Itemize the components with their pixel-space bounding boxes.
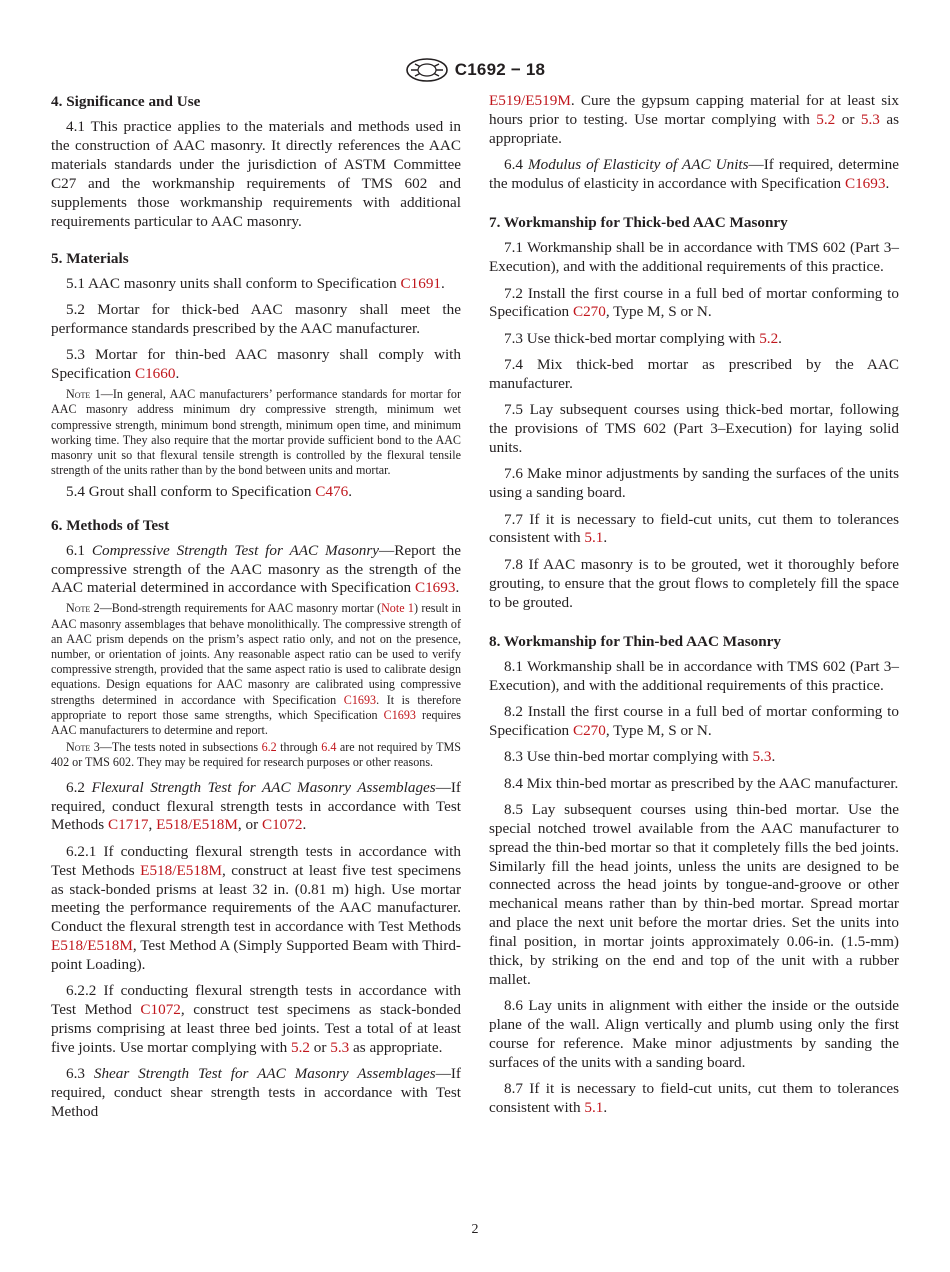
para-6-2-1-text: 6.2.1 If conducting flexural strength tests in accordance with Test Methods — [51, 842, 461, 879]
ref-c1072-link[interactable]: C1072 — [261, 816, 303, 834]
note-3-text: 3—The tests noted in subsections — [90, 740, 262, 755]
ref-5-3-link[interactable]: 5.3 — [752, 748, 772, 766]
period: . — [778, 329, 782, 347]
page-header — [0, 56, 950, 84]
para-7-2 — [489, 285, 899, 323]
para-8-7 — [489, 1080, 899, 1118]
right-column — [489, 92, 899, 1126]
section-4-heading: 4. Significance and Use — [51, 93, 201, 110]
para-5-4 — [51, 483, 461, 502]
para-6-2-2-text: or — [310, 1039, 331, 1057]
ref-c1072-link[interactable]: C1072 — [140, 1001, 181, 1019]
ref-c1693-link[interactable]: C1693 — [414, 579, 456, 597]
para-6-4-title: Modulus of Elasticity of AAC Units — [528, 156, 749, 174]
ref-5-3-link[interactable]: 5.3 — [860, 110, 880, 128]
para-6-2-2-text: , construct test specimens as stack-bonded prisms comprising at least three bed joints. Test a total of at least five joints. Use mortar complying with — [51, 1001, 461, 1057]
para-7-7-text: 7.7 If it is necessary to field-cut units, cut them to tolerances consistent with — [489, 510, 899, 547]
para-7-1: 7.1 Workmanship shall be in accordance with TMS 602 (Part 3–Execution), and with the additional requirements of this practice. — [489, 239, 899, 276]
para-8-2 — [489, 703, 899, 741]
ref-c1693-link[interactable]: C1693 — [844, 175, 886, 193]
note-1-text: 1—In general, AAC manufacturers’ performance standards for mortar for AAC masonry address minimum dry compressive strength, minimum wet compressive strength, minimum bond strength, minimum open time, and minimum working time. They also require that the mortar provide sufficient bond to the AAC masonry unit so that flexural tensile strength is controlled by the flexural tensile strength of the units rather than by the bond between units and mortar. — [51, 387, 461, 478]
period: . — [455, 579, 460, 597]
note-label: Note — [66, 601, 91, 616]
para-6-3-text: or — [835, 110, 861, 128]
para-8-2-text: , Type M, S or N. — [605, 721, 712, 739]
para-6-1-text: —Report the compressive strength of the AAC masonry as the strength of the AAC material determined in accordance with Specification — [51, 541, 461, 597]
para-6-3-number: 6.3 — [66, 1065, 94, 1083]
para-7-8: 7.8 If AAC masonry is to be grouted, wet it thoroughly before grouting, to ensure that the grout flows to completely fill the space to be grouted. — [489, 555, 899, 611]
para-6-2-1-text: , Test Method A (Simply Supported Beam with Third-point Loading). — [51, 937, 461, 974]
para-6-3-text: as appropriate. — [489, 110, 899, 147]
para-6-2-text: , or — [237, 816, 262, 834]
para-8-3-text: 8.3 Use thin-bed mortar complying with — [504, 748, 753, 766]
note-3-text: are not required by TMS 402 or TMS 602. They may be required for research purposes or other reasons. — [51, 740, 461, 770]
para-8-1: 8.1 Workmanship shall be in accordance with TMS 602 (Part 3–Execution), and with the additional requirements of this practice. — [489, 657, 899, 694]
ref-e518-link[interactable]: E518/E518M — [51, 937, 133, 955]
note-2 — [51, 601, 461, 738]
para-5-3-text: 5.3 Mortar for thin-bed AAC masonry shall comply with Specification — [51, 346, 461, 383]
period: . — [771, 748, 776, 766]
ref-6-2-link[interactable]: 6.2 — [261, 740, 277, 755]
para-5-1-text: 5.1 AAC masonry units shall conform to Specification — [66, 274, 401, 292]
para-7-3-text: 7.3 Use thick-bed mortar complying with — [504, 329, 760, 347]
note-3 — [51, 740, 461, 770]
ref-c1691-link[interactable]: C1691 — [400, 274, 442, 292]
para-7-3 — [489, 330, 899, 349]
para-6-4-text: —If required, determine the modulus of elasticity in accordance with Specification — [489, 156, 899, 193]
para-5-3 — [51, 346, 461, 384]
ref-c1693-link[interactable]: C1693 — [343, 692, 377, 707]
para-6-2-1 — [51, 843, 461, 975]
period: . — [603, 529, 608, 547]
ref-5-2-link[interactable]: 5.2 — [816, 110, 836, 128]
ref-e518-link[interactable]: E518/E518M — [140, 861, 223, 879]
ref-e519-link[interactable]: E519/E519M — [489, 92, 571, 109]
ref-5-2-link[interactable]: 5.2 — [759, 329, 779, 347]
note-3-text: through — [276, 740, 322, 755]
para-7-7 — [489, 511, 899, 549]
para-6-2-2 — [51, 982, 461, 1058]
para-8-7-text: 8.7 If it is necessary to field-cut units, cut them to tolerances consistent with — [489, 1080, 899, 1117]
para-7-2-text: 7.2 Install the first course in a full bed of mortar conforming to Specification — [489, 284, 899, 321]
para-7-4: 7.4 Mix thick-bed mortar as prescribed by the AAC manufacturer. — [489, 356, 899, 392]
para-4-1: 4.1 This practice applies to the materials and methods used in the construction of AAC masonry. It directly references the AAC materials standards under the jurisdiction of ASTM Committee C27 and the workmanship requirements of TMS 602 and supplements those workmanship requirements with additional requirements particular to AAC masonry. — [51, 118, 461, 230]
para-6-2-1-text: , construct at least five test specimens as stack-bonded prisms at least 32 in. (0.81 m) high. Use mortar meeting the performance requirements of the AAC manufacturer. Conduct the flexural strength test in accordance with Test Methods — [51, 861, 461, 936]
section-8-heading: 8. Workmanship for Thin-bed AAC Masonry — [489, 632, 782, 650]
para-6-2 — [51, 779, 461, 836]
note-label: Note — [66, 387, 91, 402]
para-8-6: 8.6 Lay units in alignment with either the inside or the outside plane of the wall. Align vertically and plumb using only the first course for reference. Make minor adjustments by sanding the surfaces of the units with a sanding board. — [489, 997, 899, 1072]
comma: , — [148, 816, 157, 834]
para-7-2-text: , Type M, S or N. — [605, 303, 712, 321]
page-number: 2 — [471, 1222, 479, 1237]
left-column — [51, 92, 461, 1130]
para-6-3-continued — [489, 92, 899, 149]
para-8-3 — [489, 748, 899, 767]
para-6-4 — [489, 156, 899, 194]
para-6-1-number: 6.1 — [66, 541, 92, 559]
para-6-3-start — [51, 1065, 461, 1122]
ref-c1717-link[interactable]: C1717 — [107, 816, 149, 834]
para-7-5: 7.5 Lay subsequent courses using thick-bed mortar, following the provisions of TMS 602 (Part 3–Execution) for laying solid units. — [489, 401, 899, 457]
ref-5-1-link[interactable]: 5.1 — [584, 1099, 604, 1117]
ref-5-2-link[interactable]: 5.2 — [291, 1039, 310, 1057]
ref-e518-link[interactable]: E518/E518M — [156, 816, 238, 834]
ref-5-1-link[interactable]: 5.1 — [584, 529, 604, 547]
para-8-4: 8.4 Mix thin-bed mortar as prescribed by the AAC manufacturer. — [504, 774, 899, 792]
ref-c476-link[interactable]: C476 — [315, 483, 349, 501]
para-6-1-title: Compressive Strength Test for AAC Masonry — [91, 541, 380, 559]
para-5-1 — [51, 275, 461, 294]
note-2-text: ) result in AAC masonry assemblages that behave monolithically. The compressive strength of an AAC prism depends on the prism’s aspect ratio only, and not on the presence, number, or orientation of joints. Any reasonable aspect ratio can be used to verify compressive strength, provided that the same aspect ratio is used to calibrate design equations. Design equations for AAC masonry are calibrated using compressive strengths determined in accordance with Specification — [51, 601, 461, 707]
para-6-2-2-text: 6.2.2 If conducting flexural strength tests in accordance with Test Method — [51, 982, 461, 1019]
period: . — [175, 365, 180, 383]
para-6-3-text: —If required, conduct shear strength tests in accordance with Test Method — [51, 1065, 461, 1121]
section-5-heading: 5. Materials — [51, 249, 129, 267]
para-6-2-2-text: as appropriate. — [349, 1039, 443, 1057]
ref-5-3-link[interactable]: 5.3 — [330, 1039, 350, 1057]
astm-logo-icon — [405, 58, 449, 82]
para-6-2-number: 6.2 — [66, 778, 92, 796]
para-8-2-text: 8.2 Install the first course in a full bed of mortar conforming to Specification — [489, 703, 899, 739]
period: . — [302, 816, 307, 834]
period: . — [603, 1099, 608, 1117]
ref-c1660-link[interactable]: C1660 — [134, 365, 176, 383]
para-6-2-text: —If required, conduct flexural strength tests in accordance with Test Methods — [51, 778, 461, 834]
note-label: Note — [66, 740, 91, 755]
para-8-5: 8.5 Lay subsequent courses using thin-bed mortar. Use the special notched trowel available from the AAC manufacturer to spread the thin-bed mortar so that it completely fills the bed joints. Similarly fill the head joints, unless the units are designed to be connected across the head joints by tongue-and-groove or other mechanical means rather than by thin-bed mortar. Spread mortar and place the next unit before the mortar dries. Set the units into final position, in mortar joints approximately 0.06-in. (1.5-mm) thick, by striking on the end and top of the unit with a rubber mallet. — [489, 800, 899, 988]
section-6-heading: 6. Methods of Test — [51, 516, 170, 534]
ref-c270-link[interactable]: C270 — [572, 303, 606, 321]
para-6-1 — [51, 542, 461, 599]
para-5-2: 5.2 Mortar for thick-bed AAC masonry shall meet the performance standards prescribed by the AAC manufacturer. — [51, 301, 461, 338]
note-2-text: requires AAC manufacturers to determine and report. — [51, 707, 461, 737]
para-6-2-title: Flexural Strength Test for AAC Masonry Assemblages — [91, 778, 436, 796]
period: . — [441, 274, 445, 292]
para-6-3-title: Shear Strength Test for AAC Masonry Assemblages — [93, 1065, 436, 1083]
para-7-6: 7.6 Make minor adjustments by sanding the surfaces of the units using a sanding board. — [489, 465, 899, 502]
period: . — [885, 175, 890, 193]
ref-c1693-link[interactable]: C1693 — [383, 707, 416, 722]
para-6-3-text: . Cure the gypsum capping material for at least six hours prior to testing. Use mortar complying with — [489, 92, 899, 128]
ref-c270-link[interactable]: C270 — [572, 721, 606, 739]
section-7-heading: 7. Workmanship for Thick-bed AAC Masonry — [489, 214, 788, 232]
standard-designation: C1692 − 18 — [454, 60, 546, 79]
para-6-4-number: 6.4 — [504, 156, 528, 174]
note-1 — [51, 387, 461, 478]
note-2-text: . It is therefore appropriate to report those same strengths, which Specification — [51, 692, 461, 722]
ref-6-4-link[interactable]: 6.4 — [321, 740, 337, 755]
note-2-text: 2—Bond-strength requirements for AAC masonry mortar ( — [90, 601, 382, 616]
para-5-4-text: 5.4 Grout shall conform to Specification — [66, 483, 316, 501]
ref-note-1-link[interactable]: Note 1 — [381, 601, 414, 616]
period: . — [348, 483, 352, 501]
